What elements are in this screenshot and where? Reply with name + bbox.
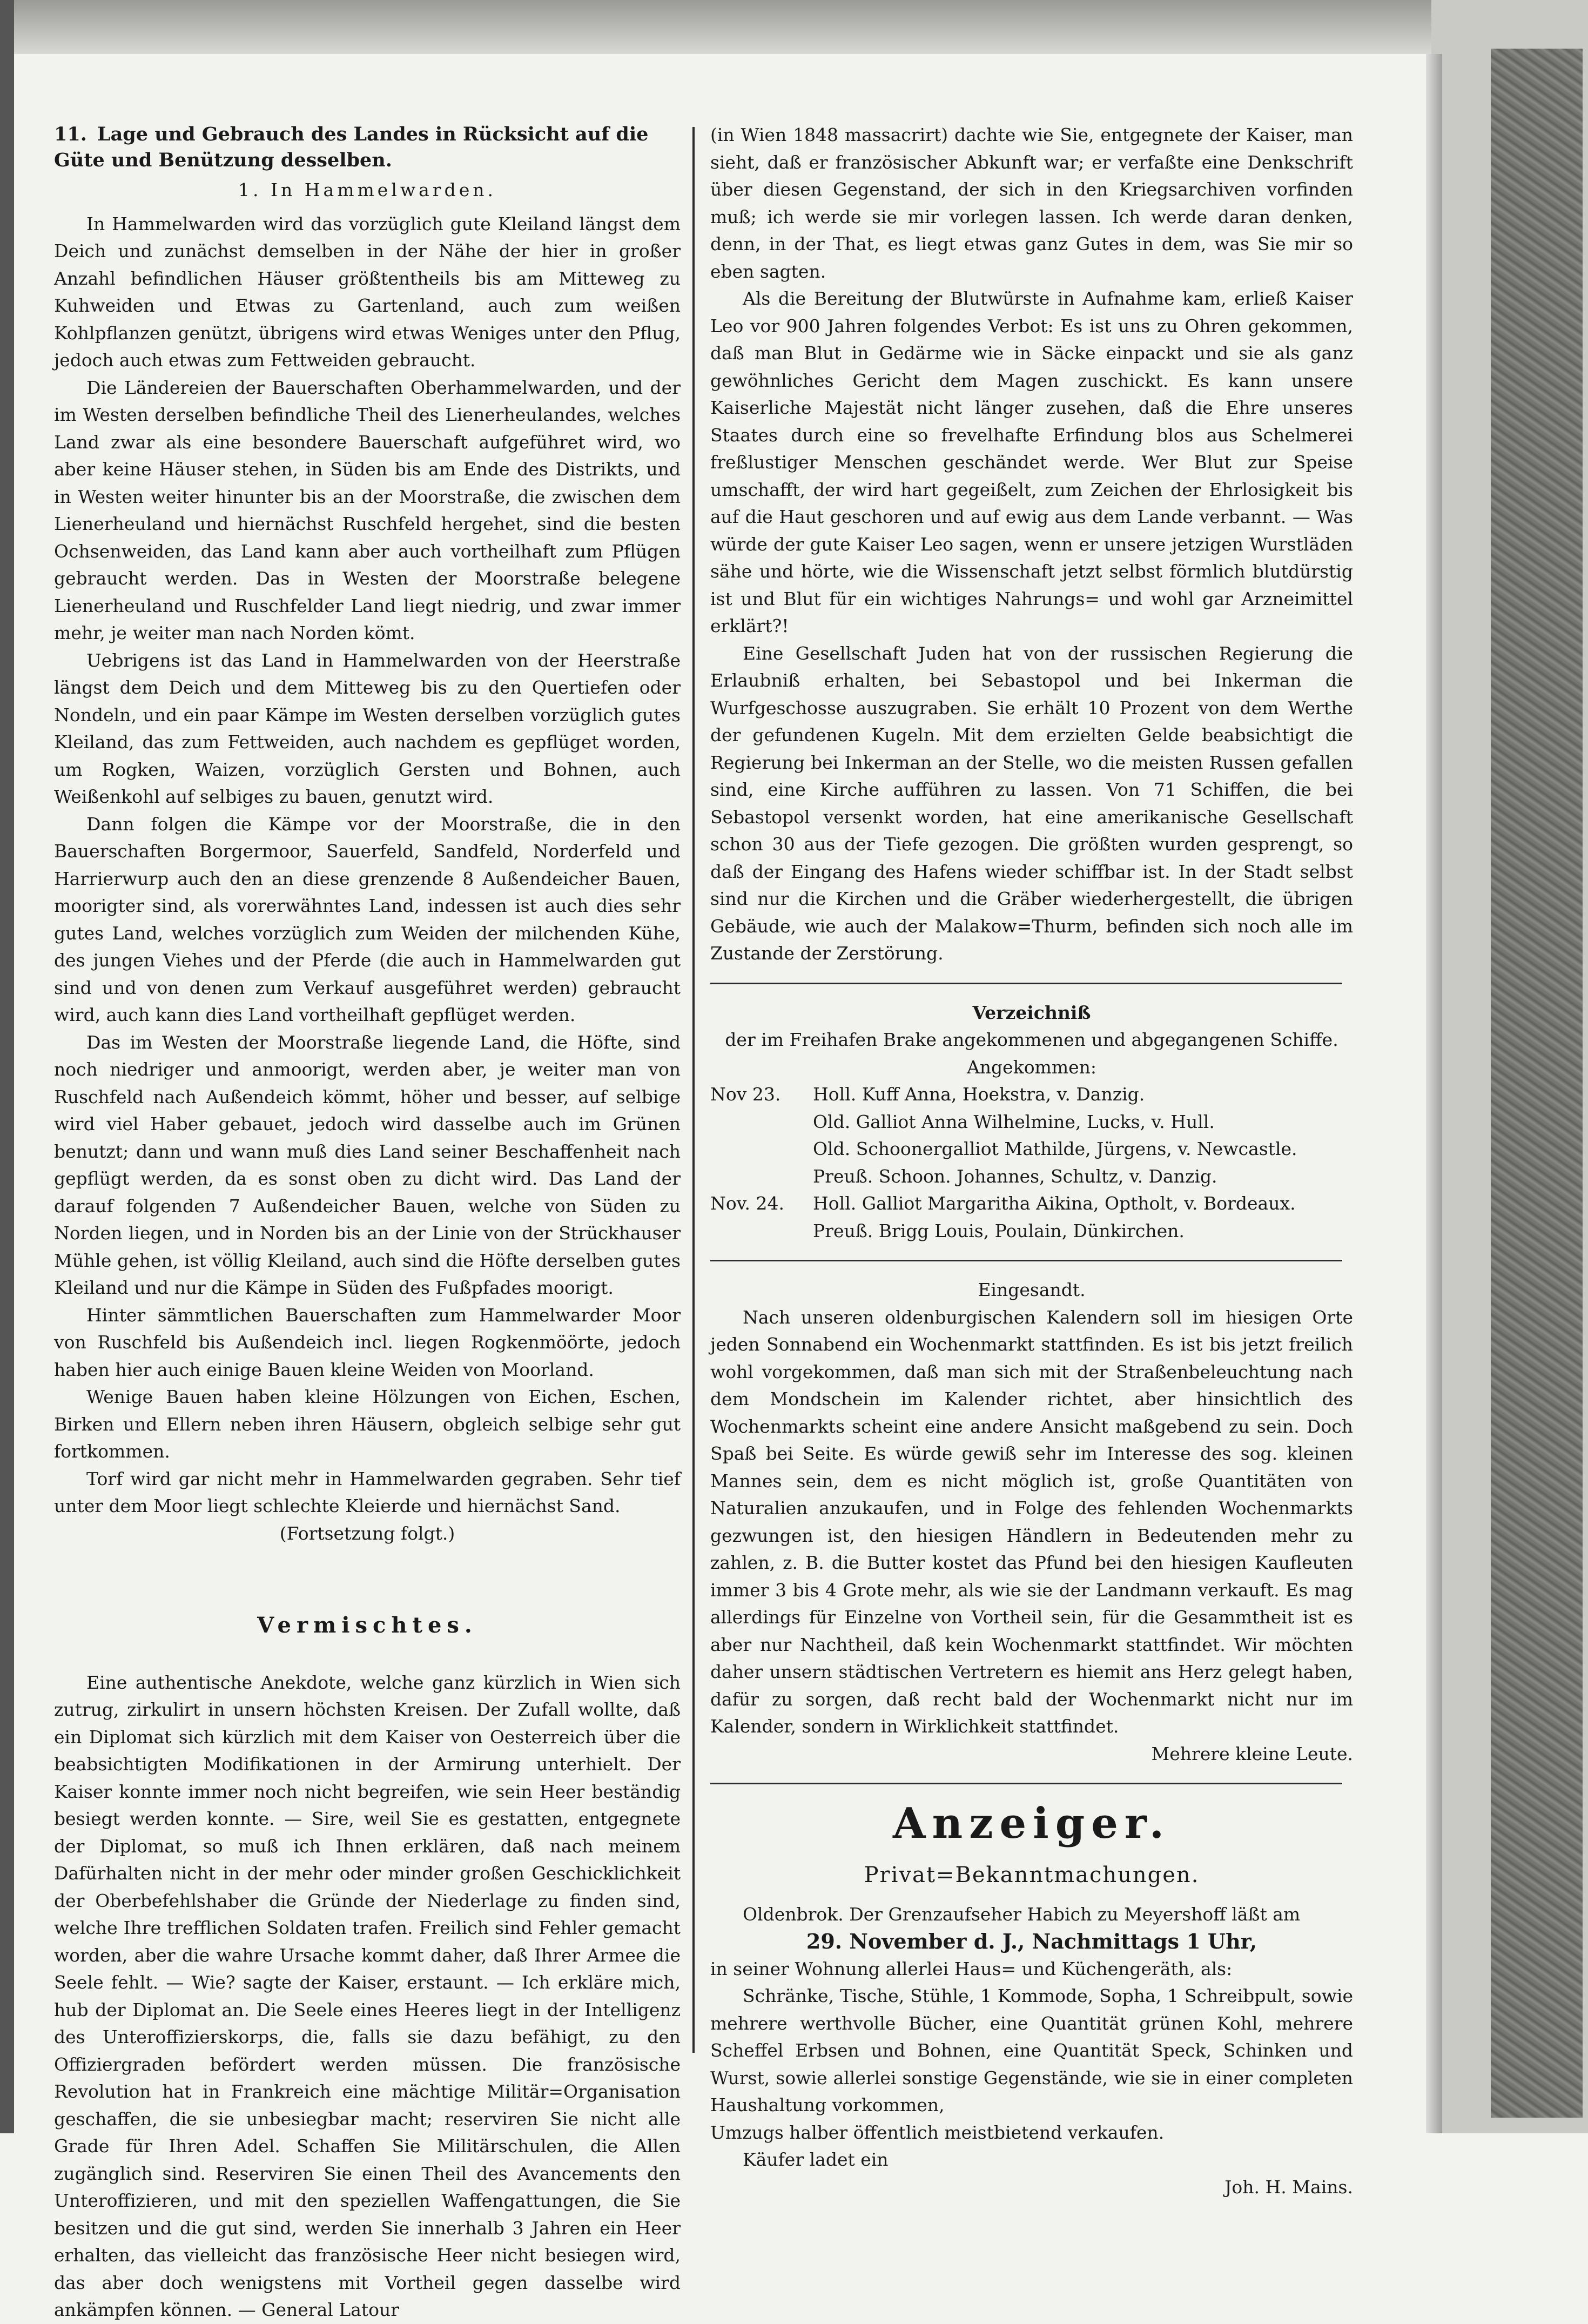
ship-list xyxy=(710,1081,1353,1245)
marbled-cover xyxy=(1491,49,1583,2118)
ad-sale: Umzugs halber öffentlich meistbietend verkaufen. xyxy=(710,2121,1165,2143)
ship-date: Nov. 24. xyxy=(710,1193,784,1214)
paragraph: Als die Bereitung der Blutwürste in Aufnahme kam, erließ Kaiser Leo vor 900 Jahren folgendes Verbot: Es ist uns zu Ohren gekommen, daß man Blut in Gedärme wie in Säcke einpackt und sie als ganz gewöhnliches Gericht dem Magen zuschickt. Es kann unsere Kaiserliche Majestät nicht länger zusehen, daß die Ehre unseres Staates durch eine so frevelhafte Erfindung blos aus Schelmerei freßlustiger Menschen geschändet werde. Wer Blut zur Speise umschafft, der wird hart gegeißelt, zum Zeichen der Ehrlosigkeit bis auf die Haut geschoren und auf ewig aus dem Lande verbannt. — Was würde der gute Kaiser Leo sagen, wenn er unsere jetzigen Wurstläden sähe und hörte, wie die Wissenschaft jetzt selbst förmlich blutdürstig ist und Blut für ein wichtiges Nahrungs= und wohl gar Arzneimittel erklärt?! xyxy=(710,288,1353,636)
section-rule xyxy=(710,983,1342,984)
left-column xyxy=(54,122,681,2324)
ship-text: Preuß. Schoon. Johannes, Schultz, v. Danzig. xyxy=(813,1165,1217,1187)
sent-paragraph: Nach unseren oldenburgischen Kalendern soll im hiesigen Orte jeden Sonnabend ein Wochenmarkt stattfinden. Es ist bis jetzt freilich wohl vorgekommen, daß man sich mit der Straßenbeleuchtung nach dem Mondschein im Kalender richtet, aber hinsichtlich des Wochenmarkts scheint eine andere Ansicht maßgebend zu sein. Doch Spaß bei Seite. Es würde gewiß sehr im Interesse des sog. kleinen Mannes sein, dem es nicht möglich ist, große Quantitäten von Naturalien anzukaufen, und in Folge des fehlenden Wochenmarkts gezwungen ist, den hiesigen Händlern in Bedeutenden mehr zu zahlen, z. B. die Butter kostet das Pfund bei den hiesigen Kaufleuten immer 3 bis 4 Grote mehr, als wie sie der Landmann verkauft. Es mag allerdings für Einzelne von Vortheil sein, für die Gesammtheit ist es aber nur Nachtheil, daß kein Wochenmarkt stattfindet. Wir möchten daher unsern städtischen Vertretern es hiemit ans Herz gelegt haben, dafür zu sorgen, daß recht bald der Wochenmarkt nicht nur im Kalender, sondern in Wirklichkeit stattfindet. xyxy=(710,1306,1353,1737)
ad-intro: Oldenbrok. Der Grenzaufseher Habich zu Meyershoff läßt am xyxy=(743,1903,1301,1925)
paragraph: Das im Westen der Moorstraße liegende Land, die Höfte, sind noch niedriger und anmoorigt, werden aber, je weiter man von Ruschfeld nach Außendeich kömmt, höher und besser, auf selbige wird viel Haber gebauet, jedoch wird dasselbe auch im Grünen benutzt; dann und wann muß dies Land seiner Beschaffenheit nach gepflügt werden, da es sonst oben zu dicht wird. Das Land der darauf folgenden 7 Außendeicher Bauen, welche von Süden zu Norden liegen, und in Norden bis an der Linie von der Strückhauser Mühle gehen, ist völlig Kleiland, auch sind die Höfte derselben gutes Kleiland und nur die Kämpe in Süden des Fußpfades moorigt. xyxy=(54,1031,681,1298)
register-title: Verzeichniß xyxy=(972,1002,1091,1023)
ship-text: Holl. Galliot Margaritha Aikina, Optholt, v. Bordeaux. xyxy=(813,1193,1296,1214)
paragraph: Torf wird gar nicht mehr in Hammelwarden gegraben. Sehr tief unter dem Moor liegt schlechte Kleierde und hiernächst Sand. xyxy=(54,1468,681,1516)
paragraph: Hinter sämmtlichen Bauerschaften zum Hammelwarder Moor von Ruschfeld bis Außendeich incl. liegen Rogkenmöörte, jedoch haben hier auch einige Bauen kleine Weiden von Moorland. xyxy=(54,1304,681,1380)
paragraph: Die Ländereien der Bauerschaften Oberhammelwarden, und der im Westen derselben befindliche Theil des Lienerheulandes, welches Land zwar als eine besondere Bauerschaft aufgeführet wird, wo aber keine Häuser stehen, in Süden bis am Ende des Distrikts, und in Westen weiter hinunter bis an der Moorstraße, die zwischen dem Lienerheuland und hiernächst Ruschfeld hergehet, sind die besten Ochsenweiden, das Land kann aber auch vortheilhaft zum Pflügen gebraucht werden. Das in Westen der Moorstraße belegene Lienerheuland und Ruschfelder Land liegt niedrig, und zwar immer mehr, je weiter man nach Norden kömt. xyxy=(54,377,681,643)
ship-entry xyxy=(710,1218,1353,1245)
paragraph: Uebrigens ist das Land in Hammelwarden von der Heerstraße längst dem Deich und dem Mitteweg bis zu den Quertiefen oder Nondeln, und ein paar Kämpe im Westen derselben vorzüglich gutes Kleiland, das zum Fettweiden, auch nachdem es gepflüget worden, um Rogken, Waizen, vorzüglich Gersten und Bohnen, auch Weißenkohl auf selbiges zu bauen, genutzt wird. xyxy=(54,649,681,807)
arrived-label: Angekommen: xyxy=(966,1056,1097,1078)
ship-entry xyxy=(710,1109,1353,1136)
ad-line: in seiner Wohnung allerlei Haus= und Küchengeräth, als: xyxy=(710,1958,1233,1979)
private-announcements-title: Privat=Bekanntmachungen. xyxy=(864,1863,1200,1888)
scan-left-edge xyxy=(0,0,14,2133)
continuation-note: (Fortsetzung folgt.) xyxy=(279,1522,455,1544)
page-edge-shadow xyxy=(1426,54,1442,2133)
misc-paragraph: Eine authentische Anekdote, welche ganz kürzlich in Wien sich zutrug, zirkulirt in unsern höchsten Kreisen. Der Zufall wollte, daß ein Diplomat sich kürzlich mit dem Kaiser von Oesterreich über die beabsichtigten Modifikationen in der Armirung unterhielt. Der Kaiser konnte immer noch nicht begreifen, wie sein Heer beständig besiegt werden konnte. — Sire, weil Sie es gestatten, entgegnete der Diplomat, so muß ich Ihnen erklären, daß nach meinem Dafürhalten nicht in der mehr oder minder großen Geschicklichkeit der Oberbefehlshaber die Gründe der Niederlage zu finden sind, welche Ihre trefflichen Soldaten trafen. Freilich sind Fehler gemacht worden, aber die wahre Ursache kommt daher, daß Ihrer Armee die Seele fehlt. — Wie? sagte der Kaiser, erstaunt. — Ich erkläre mich, hub der Diplomat an. Die Seele eines Heeres liegt in der Intelligenz des Unteroffizierskorps, die, falls sie dazu befähigt, zu den Offiziergraden befördert werden müssen. Die französische Revolution hat in Frankreich eine mächtige Militär=Organisation geschaffen, die sie unbesiegbar macht; reserviren Sie nicht alle Grade für Ihren Adel. Schaffen Sie Militärschulen, die Allen zugänglich sind. Reserviren Sie einen Theil des Avancements den Unteroffizieren, und mit den speziellen Waffengattungen, die Sie besitzen und die gut sind, werden Sie innerhalb 3 Jahren ein Heer erhalten, das vielleicht das französische Heer nicht besiegen wird, das aber doch wenigstens mit Vortheil gegen dasselbe wird ankämpfen können. — General Latour xyxy=(54,1671,681,2320)
paragraph: In Hammelwarden wird das vorzüglich gute Kleiland längst dem Deich und zunächst demselben in der Nähe der hier in großer Anzahl befindlichen Häuser größtentheils bis am Mitteweg zu Kuhweiden und Etwas zu Gartenland, auch zum weißen Kohlpflanzen genützt, übrigens wird etwas Weniges unter den Pflug, jedoch auch etwas zum Fettweiden gebraucht. xyxy=(54,213,681,371)
ad-items: Schränke, Tische, Stühle, 1 Kommode, Sopha, 1 Schreibpult, sowie mehrere werthvolle Bücher, eine Quantität grünen Kohl, mehrere Scheffel Erbsen und Bohnen, eine Quantität Speck, Schinken und Wurst, sowie allerlei sonstige Gegenstände, wie sie in einer completen Haushaltung vorkommen, xyxy=(710,1985,1353,2115)
misc-section-title: Vermischtes. xyxy=(257,1613,477,1638)
scan-top-edge xyxy=(0,0,1588,54)
ship-text: Old. Schoonergalliot Mathilde, Jürgens, v. Newcastle. xyxy=(813,1138,1297,1159)
paragraph: Eine Gesellschaft Juden hat von der russischen Regierung die Erlaubniß erhalten, bei Sebastopol und bei Inkerman die Wurfgeschosse auszugraben. Sie erhält 10 Prozent von dem Werthe der gefundenen Kugeln. Mit dem erzielten Gelde beabsichtigt die Regierung bei Inkerman an der Stelle, wo die meisten Russen gefallen sind, eine Kirche aufführen zu lassen. Von 71 Schiffen, die bei Sebastopol versenkt worden, hat eine amerikanische Gesellschaft schon 30 aus der Tiefe gezogen. Die größten wurden gesprengt, so daß der Eingang des Hafens wieder schiffbar ist. In der Stadt selbst sind nur die Kirchen und die Gräber wiederhergestellt, die übrigen Gebäude, wie auch der Malakow=Thurm, befinden sich noch alle im Zustande der Zerstörung. xyxy=(710,642,1353,964)
ship-text: Preuß. Brigg Louis, Poulain, Dünkirchen. xyxy=(813,1220,1185,1241)
section-rule xyxy=(710,1783,1342,1784)
ship-entry xyxy=(710,1190,1353,1218)
section-rule xyxy=(710,1260,1342,1261)
ship-entry xyxy=(710,1081,1353,1109)
ad-date: 29. November d. J., Nachmittags 1 Uhr, xyxy=(806,1929,1257,1953)
ship-date xyxy=(710,1109,813,1136)
ship-date xyxy=(710,1218,813,1245)
ship-text: Holl. Kuff Anna, Hoekstra, v. Danzig. xyxy=(813,1084,1145,1105)
right-column xyxy=(710,122,1353,2201)
section-number: 11. xyxy=(54,123,87,145)
ship-text: Old. Galliot Anna Wilhelmine, Lucks, v. Hull. xyxy=(813,1111,1215,1132)
subsection-title: 1. In Hammelwarden. xyxy=(238,179,496,200)
column-divider xyxy=(692,127,695,2053)
ship-entry xyxy=(710,1136,1353,1163)
section-heading xyxy=(54,122,681,173)
ship-date xyxy=(710,1136,813,1163)
anzeiger-title: Anzeiger. xyxy=(892,1799,1171,1848)
ad-signature: Joh. H. Mains. xyxy=(1224,2176,1353,2198)
sent-signature: Mehrere kleine Leute. xyxy=(1151,1743,1353,1764)
ship-entry xyxy=(710,1163,1353,1191)
register-subtitle: der im Freihafen Brake angekommenen und abgegangenen Schiffe. xyxy=(725,1029,1338,1050)
ad-buyers: Käufer ladet ein xyxy=(743,2149,889,2170)
paragraph: Dann folgen die Kämpe vor der Moorstraße, die in den Bauerschaften Borgermoor, Sauerfeld, Sandfeld, Norderfeld und Harrierwurp auch den an diese grenzende 8 Außendeicher Bauen, moorigter sind, als vorerwähntes Land, indessen ist auch dies sehr gutes Land, welches vorzüglich zum Weiden der milchenden Kühe, des jungen Viehes und der Pferde (die auch in Hammelwarden gut sind und von denen zum Verkauf ausgeführet werden) gebraucht wird, auch kann dies Land vortheilhaft gepflüget werden. xyxy=(54,813,681,1025)
ship-date: Nov 23. xyxy=(710,1084,781,1105)
paragraph: Wenige Bauen haben kleine Hölzungen von Eichen, Eschen, Birken und Ellern neben ihren Häusern, obgleich selbige sehr gut fortkommen. xyxy=(54,1386,681,1462)
ship-date xyxy=(710,1163,813,1191)
section-title: Lage und Gebrauch des Landes in Rücksicht auf die Güte und Benützung desselben. xyxy=(54,123,649,171)
paragraph: (in Wien 1848 massacrirt) dachte wie Sie, entgegnete der Kaiser, man sieht, daß er französischer Abkunft war; er verfaßte eine Denkschrift über diesen Gegenstand, der sich in den Kriegsarchiven vorfinden muß; ich werde sie mir vorlegen lassen. Ich werde daran denken, denn, in der That, es liegt etwas ganz Gutes in dem, was Sie mir so eben sagten. xyxy=(710,124,1353,282)
sent-label: Eingesandt. xyxy=(978,1279,1086,1300)
